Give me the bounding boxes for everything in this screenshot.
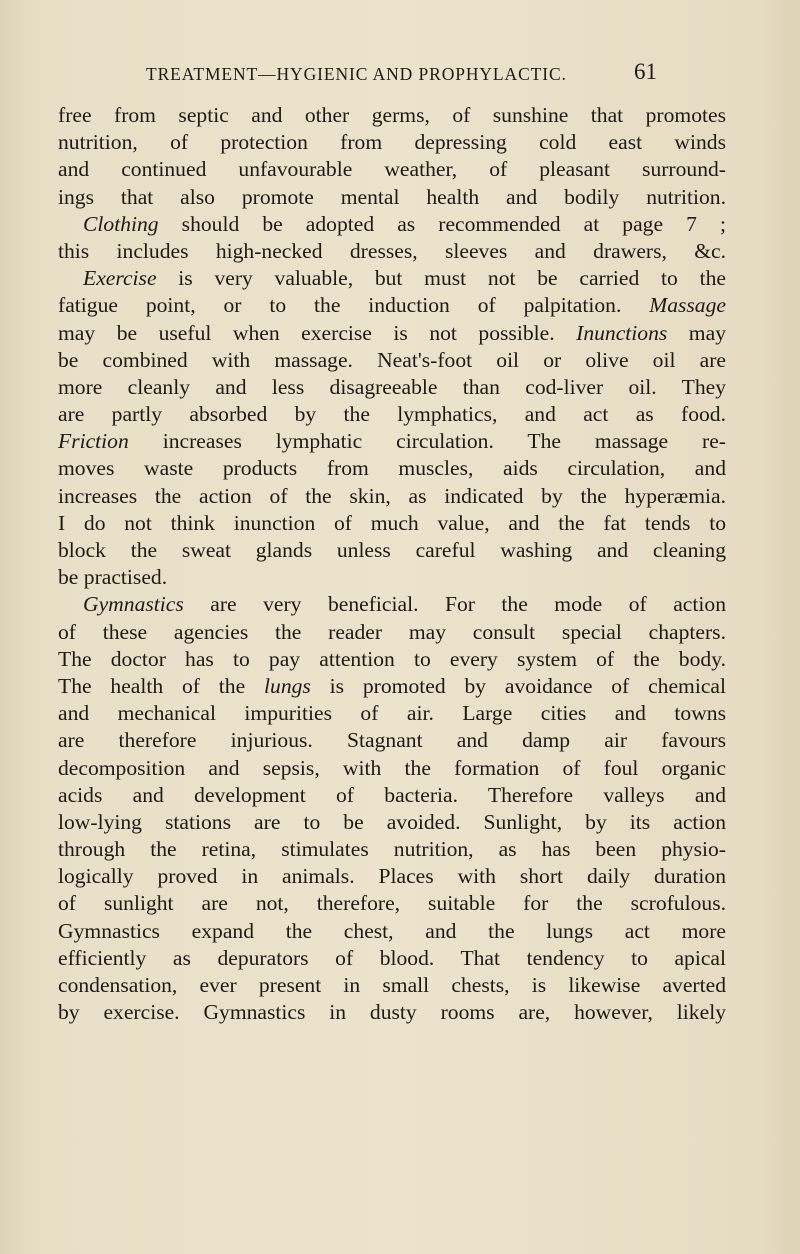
text-line: this includes high-necked dresses, sleeves and drawers, &c.: [58, 238, 726, 263]
text-line: and continued unfavourable weather, of pleasant surround-: [58, 157, 726, 182]
text-line: of sunlight are not, therefore, suitable for the scrofulous.: [58, 891, 726, 916]
text-line: Gymnastics are very beneficial. For the mode of action: [83, 592, 726, 617]
text-line: may be useful when exercise is not possible. Inunctions may: [58, 320, 726, 345]
text-line: of these agencies the reader may consult special chapters.: [58, 619, 726, 644]
italic-term: Inunctions: [576, 320, 668, 345]
text-line: be combined with massage. Neat's-foot oil or olive oil are: [58, 347, 726, 372]
text-line: are therefore injurious. Stagnant and damp air favours: [58, 728, 726, 753]
text-line: by exercise. Gymnastics in dusty rooms are, however, likely: [58, 1000, 726, 1025]
italic-term: Massage: [649, 293, 726, 318]
italic-term: Gymnastics: [83, 592, 184, 617]
text-line: logically proved in animals. Places with short daily duration: [58, 864, 726, 889]
body-text: [58, 102, 726, 1026]
text-line: efficiently as depurators of blood. That tendency to apical: [58, 945, 726, 970]
text-line: Gymnastics expand the chest, and the lungs act more: [58, 918, 726, 943]
text-line: block the sweat glands unless careful washing and cleaning: [58, 538, 726, 562]
text-line: more cleanly and less disagreeable than cod-liver oil. They: [58, 374, 726, 399]
running-header: [146, 59, 657, 85]
text-line: increases the action of the skin, as indicated by the hyperæmia.: [58, 483, 726, 508]
italic-term: Friction: [58, 429, 129, 454]
text-line: I do not think inunction of much value, and the fat tends to: [58, 510, 726, 535]
text-line: Exercise is very valuable, but must not be carried to the: [83, 266, 726, 291]
text-line: decomposition and sepsis, with the formation of foul organic: [58, 755, 726, 780]
running-title: TREATMENT—HYGIENIC AND PROPHYLACTIC.: [146, 64, 567, 84]
page-number: 61: [634, 59, 657, 84]
text-line: condensation, ever present in small chests, is likewise averted: [58, 973, 726, 997]
italic-term: Clothing: [83, 211, 159, 236]
text-line: are partly absorbed by the lymphatics, and act as food.: [58, 402, 726, 427]
text-line: be practised.: [58, 565, 168, 590]
text-line: The doctor has to pay attention to every system of the body.: [58, 646, 726, 671]
text-line: moves waste products from muscles, aids circulation, and: [58, 456, 726, 481]
text-line: low-lying stations are to be avoided. Sunlight, by its action: [58, 809, 726, 834]
text-line: fatigue point, or to the induction of palpitation. Massage: [58, 293, 726, 318]
text-line: Friction increases lymphatic circulation. The massage re-: [58, 429, 726, 454]
text-line: acids and development of bacteria. Therefore valleys and: [58, 782, 726, 807]
text-line: ings that also promote mental health and bodily nutrition.: [58, 184, 726, 209]
text-line: free from septic and other germs, of sunshine that promotes: [58, 103, 726, 127]
italic-term: lungs: [264, 673, 311, 698]
text-line: Clothing should be adopted as recommended at page 7 ;: [83, 211, 726, 236]
text-line: nutrition, of protection from depressing cold east winds: [58, 130, 726, 155]
text-line: and mechanical impurities of air. Large cities and towns: [58, 701, 726, 726]
text-line: through the retina, stimulates nutrition, as has been physio-: [58, 837, 726, 862]
italic-term: Exercise: [83, 266, 157, 291]
text-line: The health of the lungs is promoted by avoidance of chemical: [58, 673, 727, 698]
